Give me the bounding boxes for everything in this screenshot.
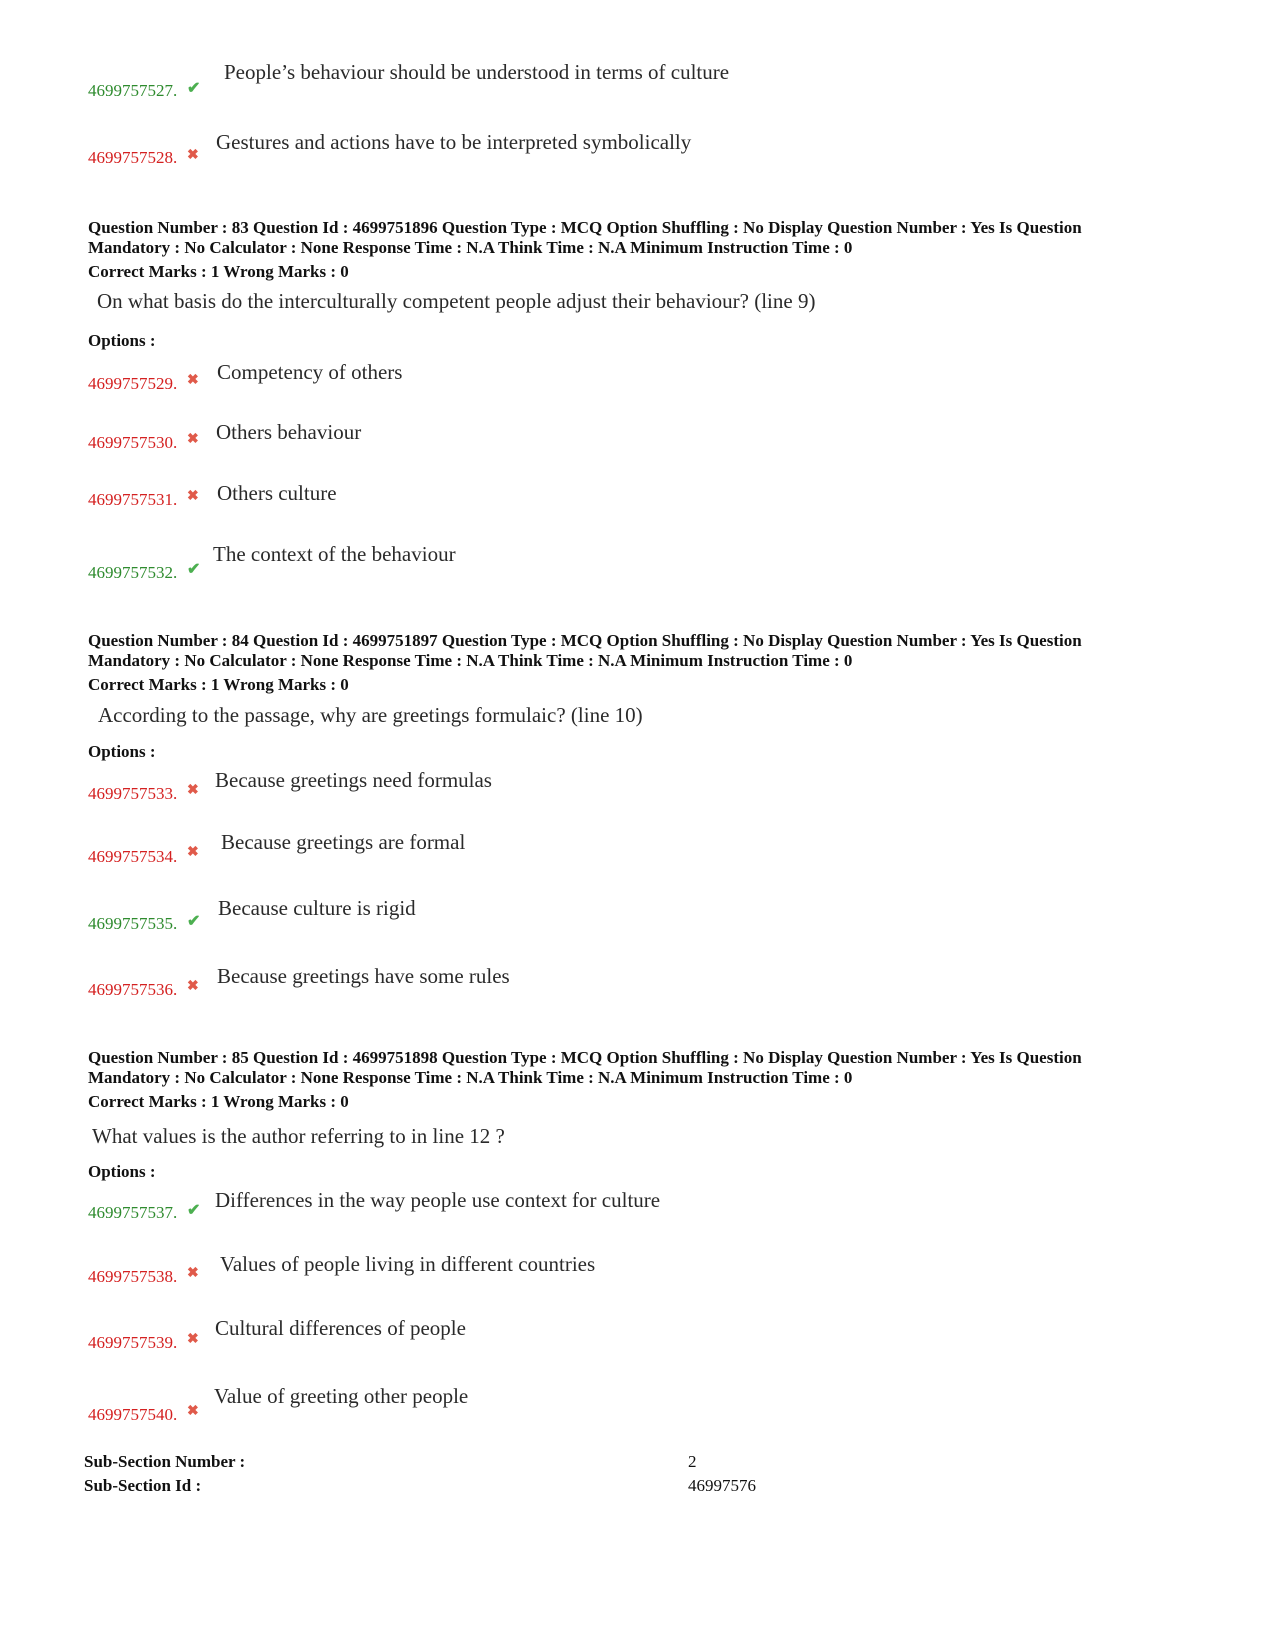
subsection-number-value: 2 xyxy=(688,1452,697,1471)
option-text: Because greetings need formulas xyxy=(215,768,492,792)
question-meta-line2: Mandatory : No Calculator : None Response Time : N.A Think Time : N.A Minimum Instruction Time : 0 xyxy=(88,1068,853,1087)
option-text: Because culture is rigid xyxy=(218,896,416,920)
check-icon: ✔ xyxy=(187,1202,201,1219)
cross-icon: ✖ xyxy=(187,373,199,388)
check-icon: ✔ xyxy=(187,561,201,578)
question-meta xyxy=(88,631,1198,671)
option-id: 4699757531. xyxy=(88,490,178,509)
option-text: People’s behaviour should be understood in terms of culture xyxy=(224,60,730,84)
option-text: Cultural differences of people xyxy=(215,1316,466,1340)
option-id: 4699757535. xyxy=(88,914,178,933)
question-marks: Correct Marks : 1 Wrong Marks : 0 xyxy=(88,1092,349,1111)
question-meta-line2: Mandatory : No Calculator : None Response Time : N.A Think Time : N.A Minimum Instruction Time : 0 xyxy=(88,651,853,670)
option-id: 4699757540. xyxy=(88,1405,178,1424)
option-id: 4699757532. xyxy=(88,563,178,582)
question-meta-line1: Question Number : 83 Question Id : 4699751896 Question Type : MCQ Option Shuffling : No Display Question Number : Yes Is Question xyxy=(88,218,1082,237)
option-text: Value of greeting other people xyxy=(214,1384,469,1408)
question-text: According to the passage, why are greetings formulaic? (line 10) xyxy=(98,703,643,727)
cross-icon: ✖ xyxy=(187,1266,199,1281)
option-id: 4699757537. xyxy=(88,1203,178,1222)
option-text: Values of people living in different countries xyxy=(220,1252,596,1276)
option-id: 4699757536. xyxy=(88,980,178,999)
question-text: What values is the author referring to in line 12 ? xyxy=(92,1124,505,1148)
option-id: 4699757530. xyxy=(88,433,178,452)
cross-icon: ✖ xyxy=(187,845,199,860)
option-text: Others behaviour xyxy=(216,420,362,444)
option-id: 4699757527. xyxy=(88,81,178,100)
option-id: 4699757539. xyxy=(88,1333,178,1352)
question-meta-line2: Mandatory : No Calculator : None Response Time : N.A Think Time : N.A Minimum Instruction Time : 0 xyxy=(88,238,853,257)
option-text: Gestures and actions have to be interpreted symbolically xyxy=(216,130,692,154)
cross-icon: ✖ xyxy=(187,489,199,504)
cross-icon: ✖ xyxy=(187,148,199,163)
cross-icon: ✖ xyxy=(187,783,199,798)
question-meta xyxy=(88,218,1198,258)
check-icon: ✔ xyxy=(187,913,201,930)
question-marks: Correct Marks : 1 Wrong Marks : 0 xyxy=(88,262,349,281)
option-id: 4699757528. xyxy=(88,148,178,167)
subsection-id-label: Sub-Section Id : xyxy=(84,1476,202,1495)
options-label: Options : xyxy=(88,1162,156,1181)
cross-icon: ✖ xyxy=(187,979,199,994)
check-icon: ✔ xyxy=(187,80,201,97)
option-text: Others culture xyxy=(217,481,337,505)
cross-icon: ✖ xyxy=(187,1404,199,1419)
cross-icon: ✖ xyxy=(187,432,199,447)
option-text: Because greetings have some rules xyxy=(217,964,510,988)
question-meta-line1: Question Number : 85 Question Id : 4699751898 Question Type : MCQ Option Shuffling : No Display Question Number : Yes Is Question xyxy=(88,1048,1082,1067)
option-text: The context of the behaviour xyxy=(213,542,456,566)
options-label: Options : xyxy=(88,331,156,350)
option-id: 4699757533. xyxy=(88,784,178,803)
question-meta-line1: Question Number : 84 Question Id : 4699751897 Question Type : MCQ Option Shuffling : No Display Question Number : Yes Is Question xyxy=(88,631,1082,650)
options-label: Options : xyxy=(88,742,156,761)
option-id: 4699757529. xyxy=(88,374,178,393)
question-text: On what basis do the interculturally competent people adjust their behaviour? (line 9) xyxy=(97,289,816,313)
option-text: Because greetings are formal xyxy=(221,830,466,854)
option-text: Differences in the way people use context for culture xyxy=(215,1188,661,1212)
question-marks: Correct Marks : 1 Wrong Marks : 0 xyxy=(88,675,349,694)
option-text: Competency of others xyxy=(217,360,403,384)
subsection-id-value: 46997576 xyxy=(688,1476,756,1495)
option-id: 4699757534. xyxy=(88,847,178,866)
question-meta xyxy=(88,1048,1198,1088)
cross-icon: ✖ xyxy=(187,1332,199,1347)
subsection-number-label: Sub-Section Number : xyxy=(84,1452,246,1471)
option-id: 4699757538. xyxy=(88,1267,178,1286)
